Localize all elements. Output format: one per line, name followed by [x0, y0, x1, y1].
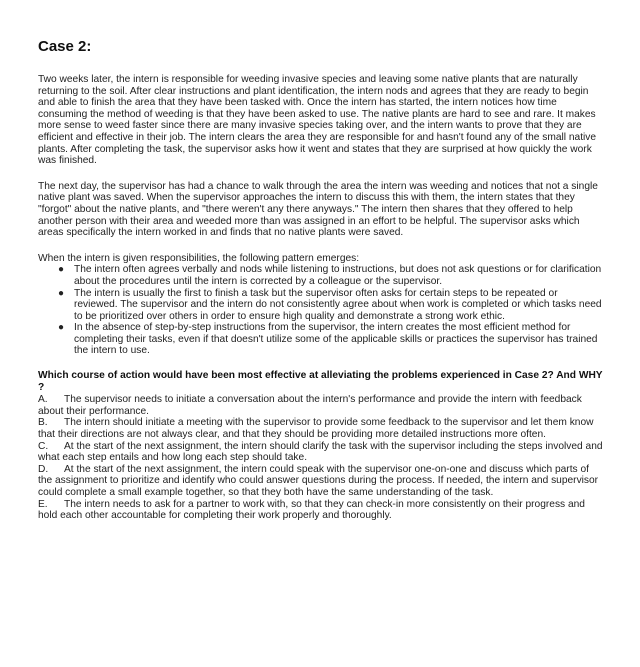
bullet-icon: ● [58, 322, 65, 334]
case-paragraph-2: The next day, the supervisor has had a chance to walk through the area the intern was weeding and notices that not a single native plant was saved. When the supervisor approaches the intern to discuss this with them, the intern states that they "forgot" about the native plants, and "there weren't any there anyways." The intern then shares that they offered to help another person with their area and weeded more than was assigned in an effort to be helpful. The supervisor asks which areas specifically the intern worked in and finds that no native plants were saved. [38, 180, 598, 239]
question-heading: Which course of action would have been most effective at alleviating the problems experienced in Case 2? And WHY ? [38, 370, 603, 393]
case-title: Case 2: [38, 38, 92, 55]
pattern-item [58, 287, 604, 323]
option-text: At the start of the next assignment, the intern should clarify the task with the supervisor including the steps involved and what each step entails and how long each step should take. [38, 440, 603, 464]
option-text: The supervisor needs to initiate a conversation about the intern's performance and provide the intern with feedback about their performance. [38, 394, 582, 417]
answer-option-d [38, 464, 604, 499]
option-letter: C. [38, 440, 49, 452]
pattern-item [58, 264, 604, 287]
bullet-icon: ● [58, 264, 65, 276]
pattern-item-text: The intern often agrees verbally and nods while listening to instructions, but does not ask questions or for clarification about the procedures until the intern is corrected by a colleague or the supervisor. [74, 264, 602, 287]
document-page [38, 38, 604, 522]
answer-option-a [38, 394, 604, 417]
case-paragraph-1: Two weeks later, the intern is responsible for weeding invasive species and leaving some native plants that are naturally returning to the soil. After clear instructions and plant identification, the intern nods and agrees that they are ready to begin and able to finish the area that they have been tasked with. Once the intern has started, the intern notices how time consuming the method of weeding is that they have been asked to use. The native plants are hard to see and rare. It makes more sense to weed faster since there are many invasive species taking over, and the intern wants to prove that they are efficient and effective in their job. The intern clears the area they are responsible for and hasn't found any of the small native plants. After completing the task, the supervisor asks how it went and states that they are surprised at how quickly the work was finished. [38, 74, 597, 167]
option-text: At the start of the next assignment, the intern could speak with the supervisor one-on-one and discuss which parts of the assignment to prioritize and identify who could answer questions during the process. If needed, the intern and supervisor could complete a small example together, so that they both have the same understanding of the task. [38, 463, 599, 498]
bullet-icon: ● [58, 287, 65, 299]
option-letter: E. [38, 498, 48, 510]
pattern-list [38, 264, 604, 357]
option-text: The intern should initiate a meeting with the supervisor to provide some feedback to the supervisor and let them know that their directions are not always clear, and that they should be providing more detailed instructions more often. [38, 417, 594, 441]
pattern-intro: When the intern is given responsibilities, the following pattern emerges: [38, 252, 360, 264]
pattern-item-text: The intern is usually the first to finish a task but the supervisor often asks for certain steps to be repeated or reviewed. The supervisor and the intern do not consistently agree about when work is completed or which tasks need to be prioritized over others in order to ensure high quality and demonstrate a strong work ethic. [74, 287, 602, 322]
pattern-item [58, 322, 604, 357]
option-text: The intern needs to ask for a partner to work with, so that they can check-in more consistently on their progress and hold each other accountable for completing their work properly and thoroughly. [38, 498, 585, 522]
answer-option-b [38, 417, 604, 440]
pattern-item-text: In the absence of step-by-step instructions from the supervisor, the intern creates the most efficient method for completing their tasks, even if that doesn't utilize some of the applicable skills or practices the supervisor has trained the intern to use. [74, 322, 598, 357]
option-letter: B. [38, 417, 48, 429]
answer-option-e [38, 499, 604, 522]
option-letter: D. [38, 463, 49, 475]
option-letter: A. [38, 394, 48, 406]
answer-option-c [38, 441, 604, 464]
